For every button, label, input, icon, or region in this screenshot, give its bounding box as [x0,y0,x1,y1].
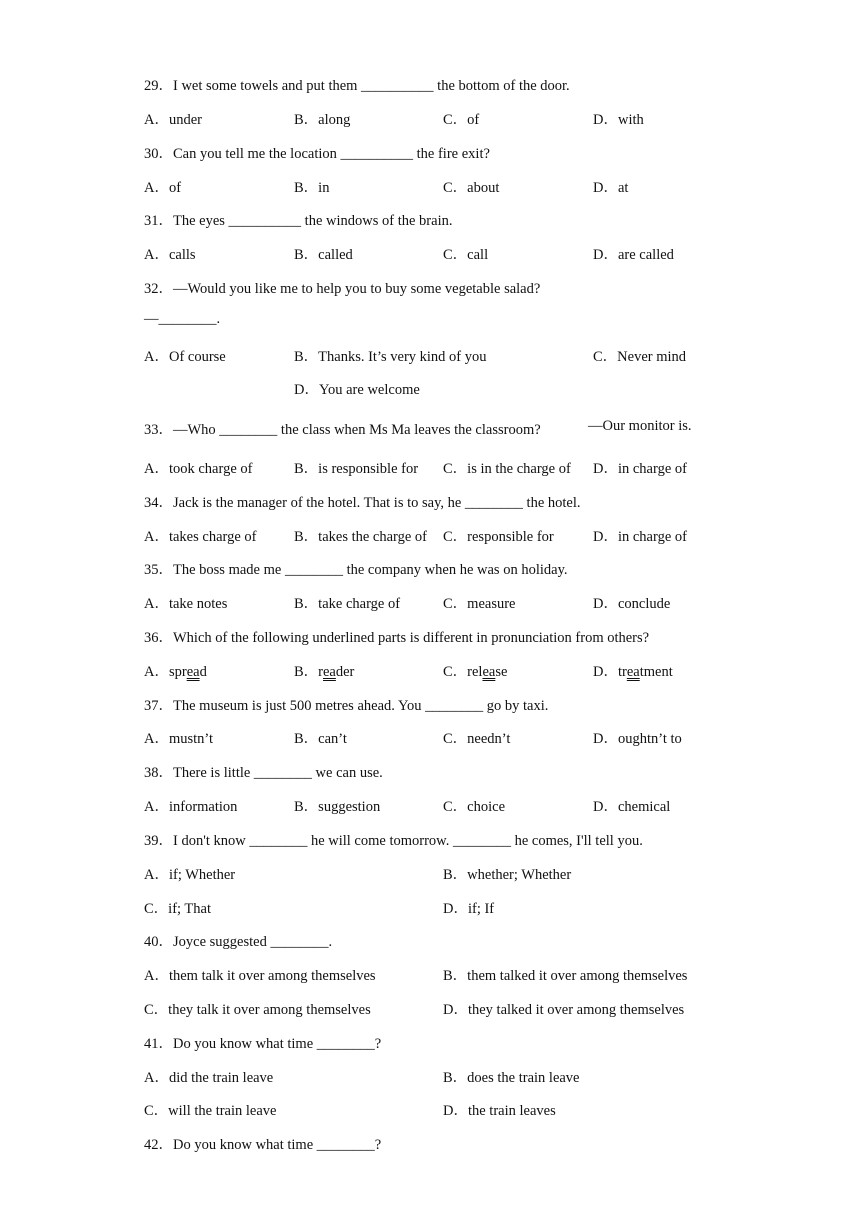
option-d: D．they talked it over among themselves [443,1002,685,1018]
question-33-answer-hint: —Our monitor is. [588,418,692,434]
option-b: B．take charge of [294,596,401,612]
option-a: A．calls [144,247,196,263]
option-c: C．call [443,247,489,263]
option-b: B．reader [294,664,355,680]
question-29-stem: 29．I wet some towels and put them __________ the bottom of the door. [144,78,570,94]
question-35-stem: 35．The boss made me ________ the company when he was on holiday. [144,562,568,578]
question-32-response: —________. [144,311,221,327]
option-a: A．took charge of [144,461,253,477]
option-a: A．spread [144,664,207,680]
option-b: B．takes the charge of [294,529,428,545]
option-d: D．in charge of [593,529,687,545]
option-c: C．about [443,180,500,196]
option-d: D．You are welcome [294,382,420,398]
option-c: C．choice [443,799,506,815]
question-31-stem: 31．The eyes __________ the windows of the brain. [144,213,453,229]
option-c: C．Never mind [593,349,687,365]
option-b: B．in [294,180,330,196]
option-b: B．is responsible for [294,461,419,477]
option-c: C．if; That [144,901,211,917]
option-d: D．if; If [443,901,495,917]
option-c: C．responsible for [443,529,554,545]
question-37-stem: 37．The museum is just 500 metres ahead. You ________ go by taxi. [144,698,549,714]
question-34-stem: 34．Jack is the manager of the hotel. That is to say, he ________ the hotel. [144,495,581,511]
option-c: C．release [443,664,508,680]
option-d: D．chemical [593,799,671,815]
option-b: B．along [294,112,351,128]
option-c: C．measure [443,596,516,612]
option-d: D．oughtn’t to [593,731,682,747]
option-a: A．under [144,112,202,128]
option-d: D．are called [593,247,674,263]
option-a: A．Of course [144,349,226,365]
underlined-part: ea [323,664,336,680]
option-b: B．can’t [294,731,347,747]
question-39-stem: 39．I don't know ________ he will come tomorrow. ________ he comes, I'll tell you. [144,833,643,849]
option-b: B．suggestion [294,799,381,815]
question-33-stem: 33．—Who ________ the class when Ms Ma leaves the classroom? [144,422,541,438]
option-b: B．does the train leave [443,1070,580,1086]
option-d: D．with [593,112,644,128]
question-32-stem: 32．—Would you like me to help you to buy some vegetable salad? [144,281,541,297]
option-a: A．them talk it over among themselves [144,968,376,984]
option-d: D．treatment [593,664,673,680]
option-a: A．takes charge of [144,529,257,545]
option-b: B．them talked it over among themselves [443,968,688,984]
option-d: D．in charge of [593,461,687,477]
option-b: B．called [294,247,353,263]
underlined-part: ea [186,664,200,680]
question-40-stem: 40．Joyce suggested ________. [144,934,333,950]
question-30-stem: 30．Can you tell me the location __________ the fire exit? [144,146,490,162]
option-c: C．is in the charge of [443,461,571,477]
underlined-part: ea [482,664,496,680]
option-c: C．of [443,112,480,128]
option-a: A．did the train leave [144,1070,274,1086]
question-42-stem: 42．Do you know what time ________? [144,1137,382,1153]
option-a: A．of [144,180,182,196]
option-a: A．information [144,799,238,815]
option-d: D．conclude [593,596,671,612]
option-b: B．Thanks. It’s very kind of you [294,349,487,365]
option-d: D．the train leaves [443,1103,556,1119]
option-a: A．take notes [144,596,228,612]
option-a: A．if; Whether [144,867,236,883]
question-36-stem: 36．Which of the following underlined parts is different in pronunciation from others? [144,630,650,646]
underlined-part: ea [626,664,640,680]
option-b: B．whether; Whether [443,867,572,883]
question-38-stem: 38．There is little ________ we can use. [144,765,383,781]
option-d: D．at [593,180,629,196]
option-c: C．needn’t [443,731,511,747]
question-41-stem: 41．Do you know what time ________? [144,1036,382,1052]
option-c: C．they talk it over among themselves [144,1002,371,1018]
option-a: A．mustn’t [144,731,214,747]
option-c: C．will the train leave [144,1103,277,1119]
